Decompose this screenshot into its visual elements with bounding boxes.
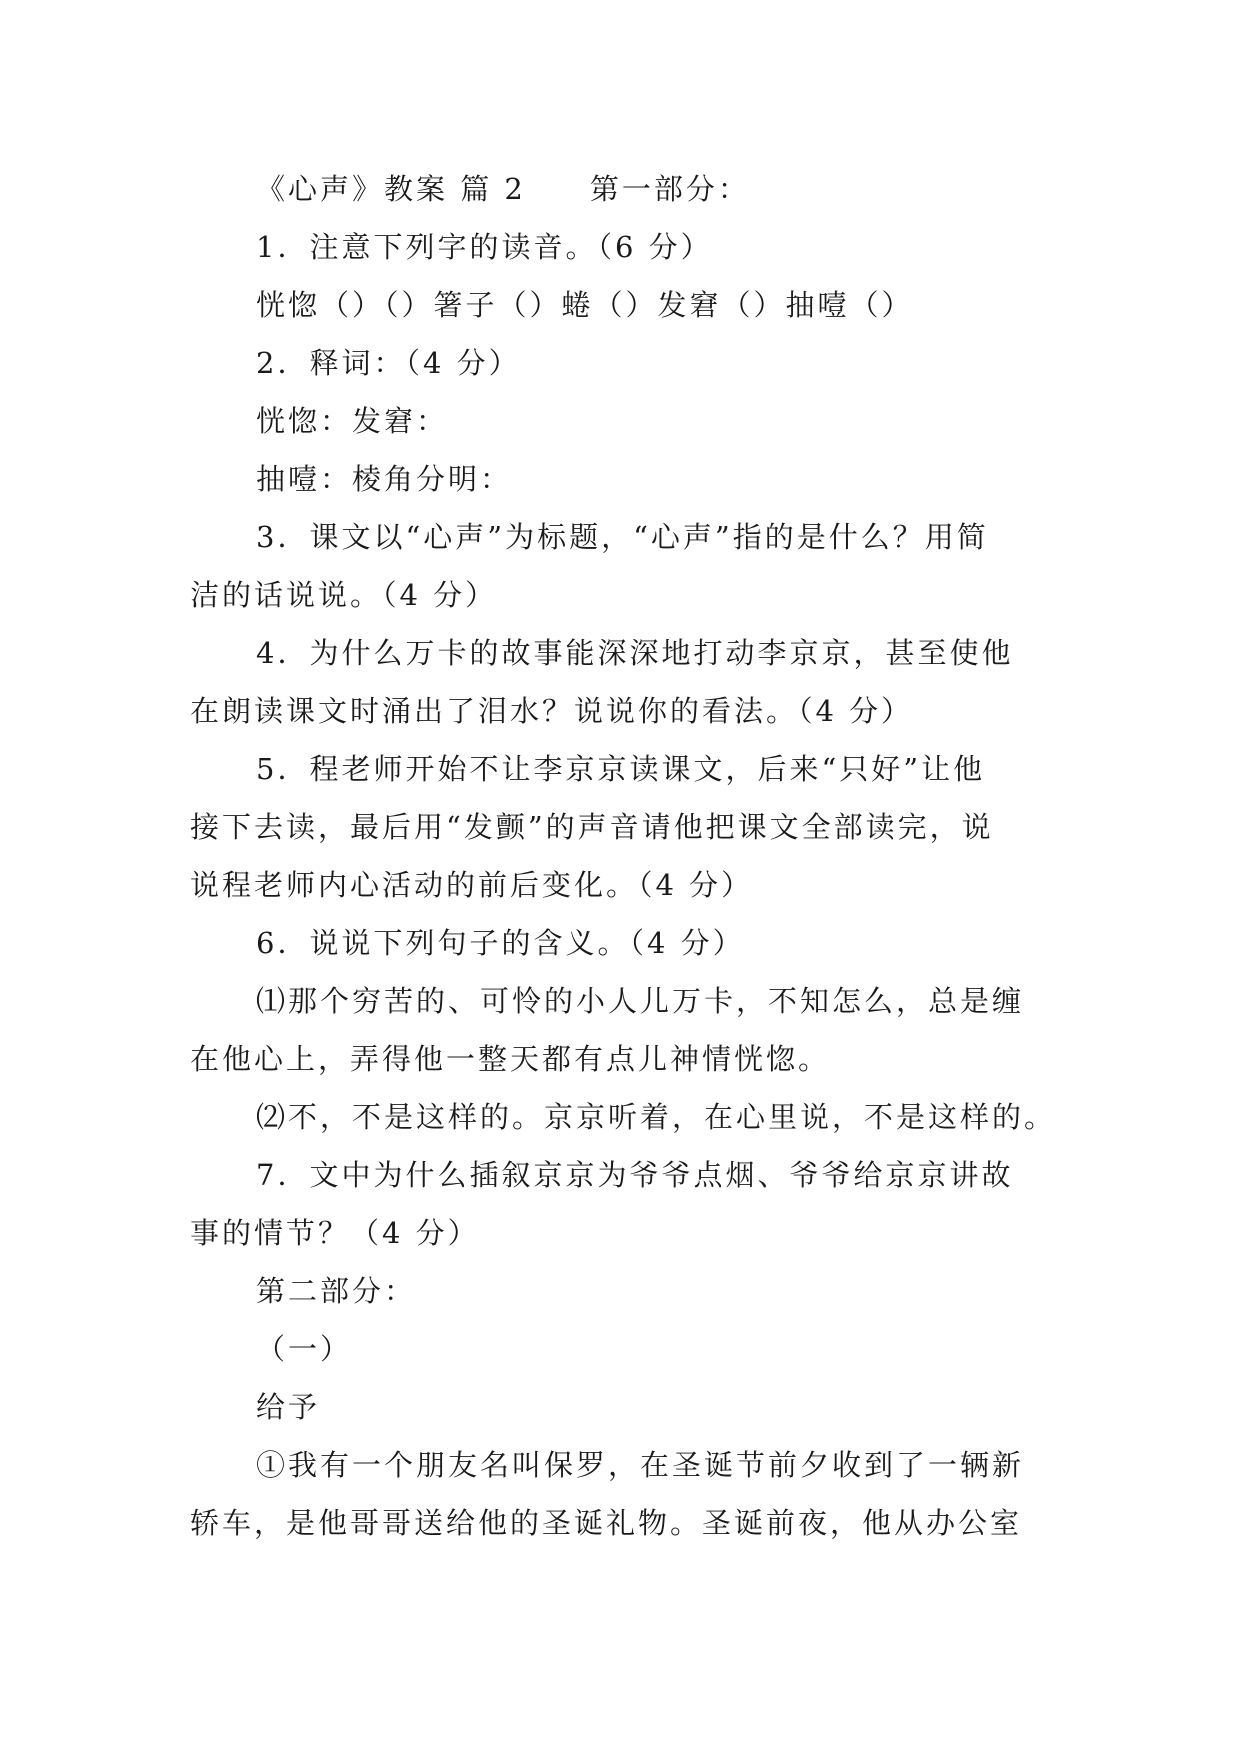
question-7: 7．文中为什么插叙京京为爷爷点烟、爷爷给京京讲故 <box>256 1158 1014 1192</box>
question-6: 6．说说下列句子的含义。（4 分） <box>256 926 745 960</box>
question-5-cont-a: 接下去读，最后用“发颤”的声音请他把课文全部读完，说 <box>190 810 994 844</box>
question-5: 5．程老师开始不让李京京读课文，后来“只好”让他 <box>256 752 986 786</box>
passage-paragraph-1: ①我有一个朋友名叫保罗，在圣诞节前夕收到了一辆新 <box>256 1448 1025 1482</box>
question-6-item-2: ⑵不，不是这样的。京京听着，在心里说，不是这样的。 <box>256 1100 1057 1134</box>
title-line: 《心声》教案 篇 2 第一部分： <box>256 172 750 206</box>
question-2: 2．释词：（4 分） <box>256 346 521 380</box>
question-4-cont: 在朗读课文时涌出了泪水？说说你的看法。（4 分） <box>190 694 914 728</box>
passage-paragraph-1-cont: 轿车，是他哥哥送给他的圣诞礼物。圣诞前夜，他从办公室 <box>190 1506 1023 1540</box>
question-2-words-b: 抽噎：棱角分明： <box>256 462 513 496</box>
question-2-words-a: 恍惚：发窘： <box>256 404 449 438</box>
question-5-cont-b: 说程老师内心活动的前后变化。（4 分） <box>190 868 754 902</box>
question-7-cont: 事的情节？（4 分） <box>190 1216 480 1250</box>
question-4: 4．为什么万卡的故事能深深地打动李京京，甚至使他 <box>256 636 1014 670</box>
question-1-words: 恍惚（）（）箸子（）蜷（）发窘（）抽噎（） <box>256 288 914 322</box>
question-3-cont: 洁的话说说。（4 分） <box>190 578 498 612</box>
question-6-item-1-cont: 在他心上，弄得他一整天都有点儿神情恍惚。 <box>190 1042 831 1076</box>
document-body <box>190 160 1060 1552</box>
question-1: 1．注意下列字的读音。（6 分） <box>256 230 713 264</box>
passage-title: 给予 <box>256 1390 321 1424</box>
part-two-heading: 第二部分： <box>256 1274 417 1308</box>
question-3: 3．课文以“心声”为标题，“心声”指的是什么？用简 <box>256 520 989 554</box>
question-6-item-1: ⑴那个穷苦的、可怜的小人儿万卡，不知怎么，总是缠 <box>256 984 1025 1018</box>
section-one-label: （一） <box>256 1332 353 1366</box>
